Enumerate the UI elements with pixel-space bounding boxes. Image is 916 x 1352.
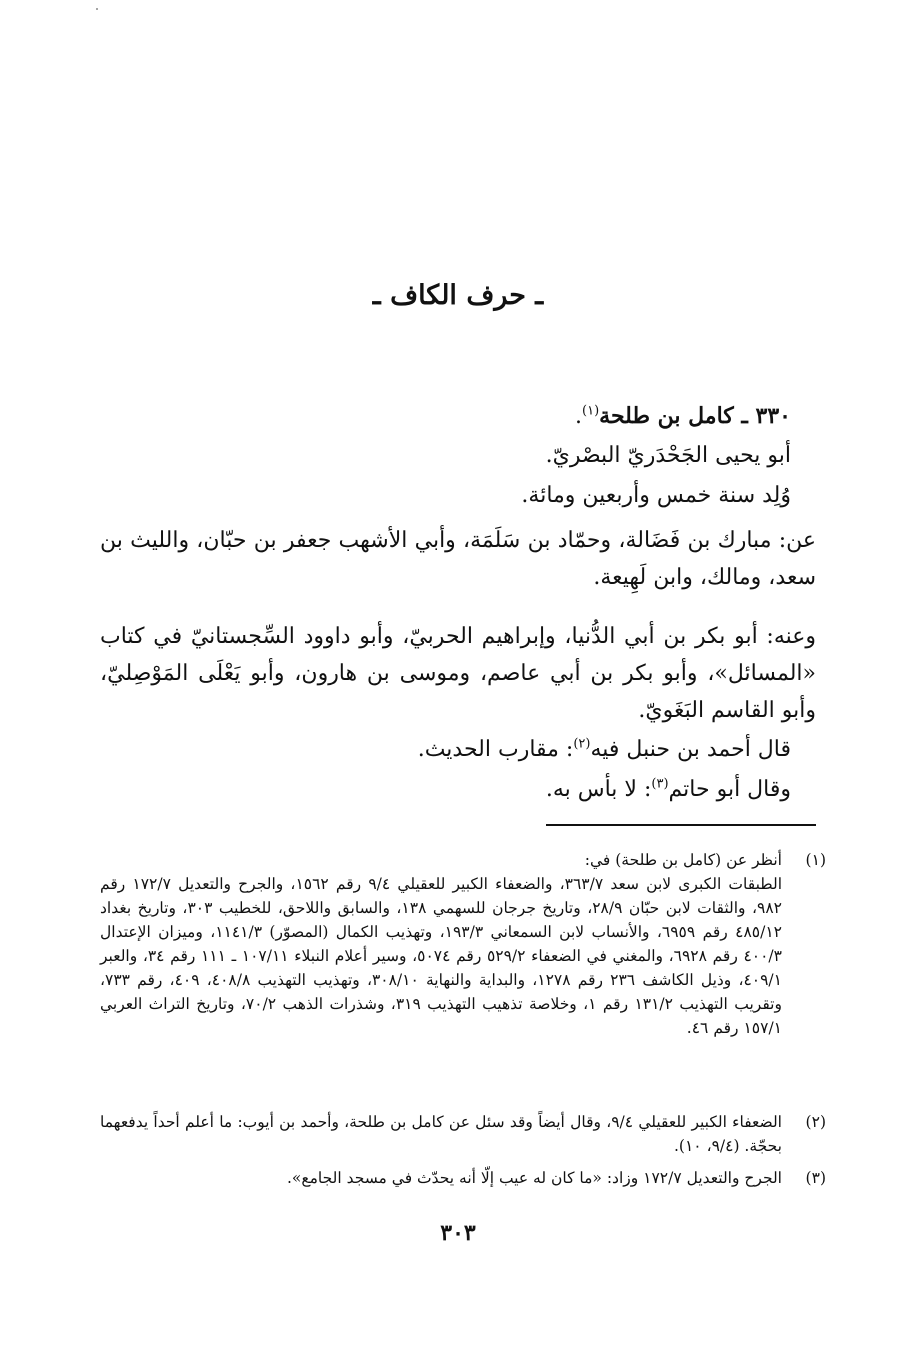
chapter-title: ـ حرف الكاف ـ	[372, 280, 544, 311]
footnote-number: (٣)	[805, 1169, 826, 1187]
scan-speck	[96, 8, 98, 10]
footnote-number: (٢)	[805, 1113, 826, 1131]
entry-kunya: أبو يحيى الجَحْدَريّ البصْريّ.	[545, 443, 791, 468]
ahmad-statement-post: : مقارب الحديث.	[417, 737, 574, 762]
entry-header	[575, 398, 791, 435]
abuhatim-statement-pre: وقال أبو حاتم	[668, 777, 791, 802]
footnote-1	[100, 848, 826, 1040]
footnote-3	[100, 1166, 826, 1190]
ahmad-statement-pre: قال أحمد بن حنبل فيه	[590, 737, 791, 762]
footnote-2	[100, 1110, 826, 1158]
abuhatim-statement	[546, 772, 791, 808]
ahmad-statement	[418, 732, 791, 768]
footnote-separator	[546, 824, 816, 826]
entry-number-name: ٣٣٠ ـ كامل بن طلحة	[599, 403, 791, 429]
footnote-text: الطبقات الكبرى لابن سعد ٣٦٣/٧، والضعفاء الكبير للعقيلي ٩/٤ رقم ١٥٦٢، والجرح والتعديل ١٧٢/٧ رقم ٩٨٢، والثقات لابن حبّان ٢٨/٩، وتاريخ جرجان للسهمي ١٣٨، والسابق واللاحق، للخطيب ٣٠٣، وتاريخ بغداد ٤٨٥/١٢ رقم ٦٩٥٩، والأنساب لابن السمعاني ١٩٣/٣، وتهذيب الكمال (المصوّر) ١١٤١/٣، وميزان الإعتدال ٤٠٠/٣ رقم ٦٩٢٨، والمغني في الضعفاء ٥٢٩/٢ رقم ٥٠٧٤، وسير أعلام النبلاء ١٠٧/١١ ـ ١١١ رقم ٣٤، والعبر ٤٠٩/١، وذيل الكاشف ٢٣٦ رقم ١٢٧٨، والبداية والنهاية ٣٠٨/١٠، وتهذيب التهذيب ٤٠٨/٨، ٤٠٩، رقم ٧٣٣، وتقريب التهذيب ١٣١/٢ رقم ١، وخلاصة تذهيب التهذيب ٣١٩، وشذرات الذهب ٧٠/٢، وتاريخ التراث العربي ١٥٧/١ رقم ٤٦.	[100, 875, 783, 1037]
entry-birth: وُلِد سنة خمس وأربعين ومائة.	[521, 483, 791, 508]
abuhatim-statement-post: : لا بأس به.	[545, 777, 652, 802]
entry-header-end: .	[575, 404, 583, 429]
students-paragraph: وعنه: أبو بكر بن أبي الدُّنيا، وإبراهيم الحربيّ، وأبو داوود السِّجستانيّ في كتاب «المسائل»، وأبو بكر بن أبي عاصم، وموسى بن هارون، وأبو يَعْلَى المَوْصِليّ، وأبو القاسم البَغَويّ.	[100, 624, 816, 723]
footnote-text: الجرح والتعديل ١٧٢/٧ وزاد: «ما كان له عيب إلّا أنه يحدّث في مسجد الجامع».	[286, 1169, 782, 1187]
page-number: ٣٠٣	[440, 1220, 476, 1246]
footnote-lead: أنظر عن (كامل بن طلحة) في:	[584, 851, 782, 869]
footnote-ref-1[interactable]: (١)	[582, 403, 600, 419]
footnote-ref-3[interactable]: (٣)	[651, 776, 669, 792]
narrated-from-paragraph: عن: مبارك بن فَضَالة، وحمّاد بن سَلَمَة، وأبي الأشهب جعفر بن حبّان، والليث بن سعد، ومالك، وابن لَهِيعة.	[100, 528, 816, 590]
footnote-text: الضعفاء الكبير للعقيلي ٩/٤، وقال أيضاً وقد سئل عن كامل بن طلحة، وأحمد بن أيوب: ما أعلم أحداً يدفعهما بحجّة. (٩/٤، ١٠).	[100, 1113, 782, 1155]
footnote-ref-2[interactable]: (٢)	[573, 736, 591, 752]
footnote-number: (١)	[805, 851, 826, 869]
